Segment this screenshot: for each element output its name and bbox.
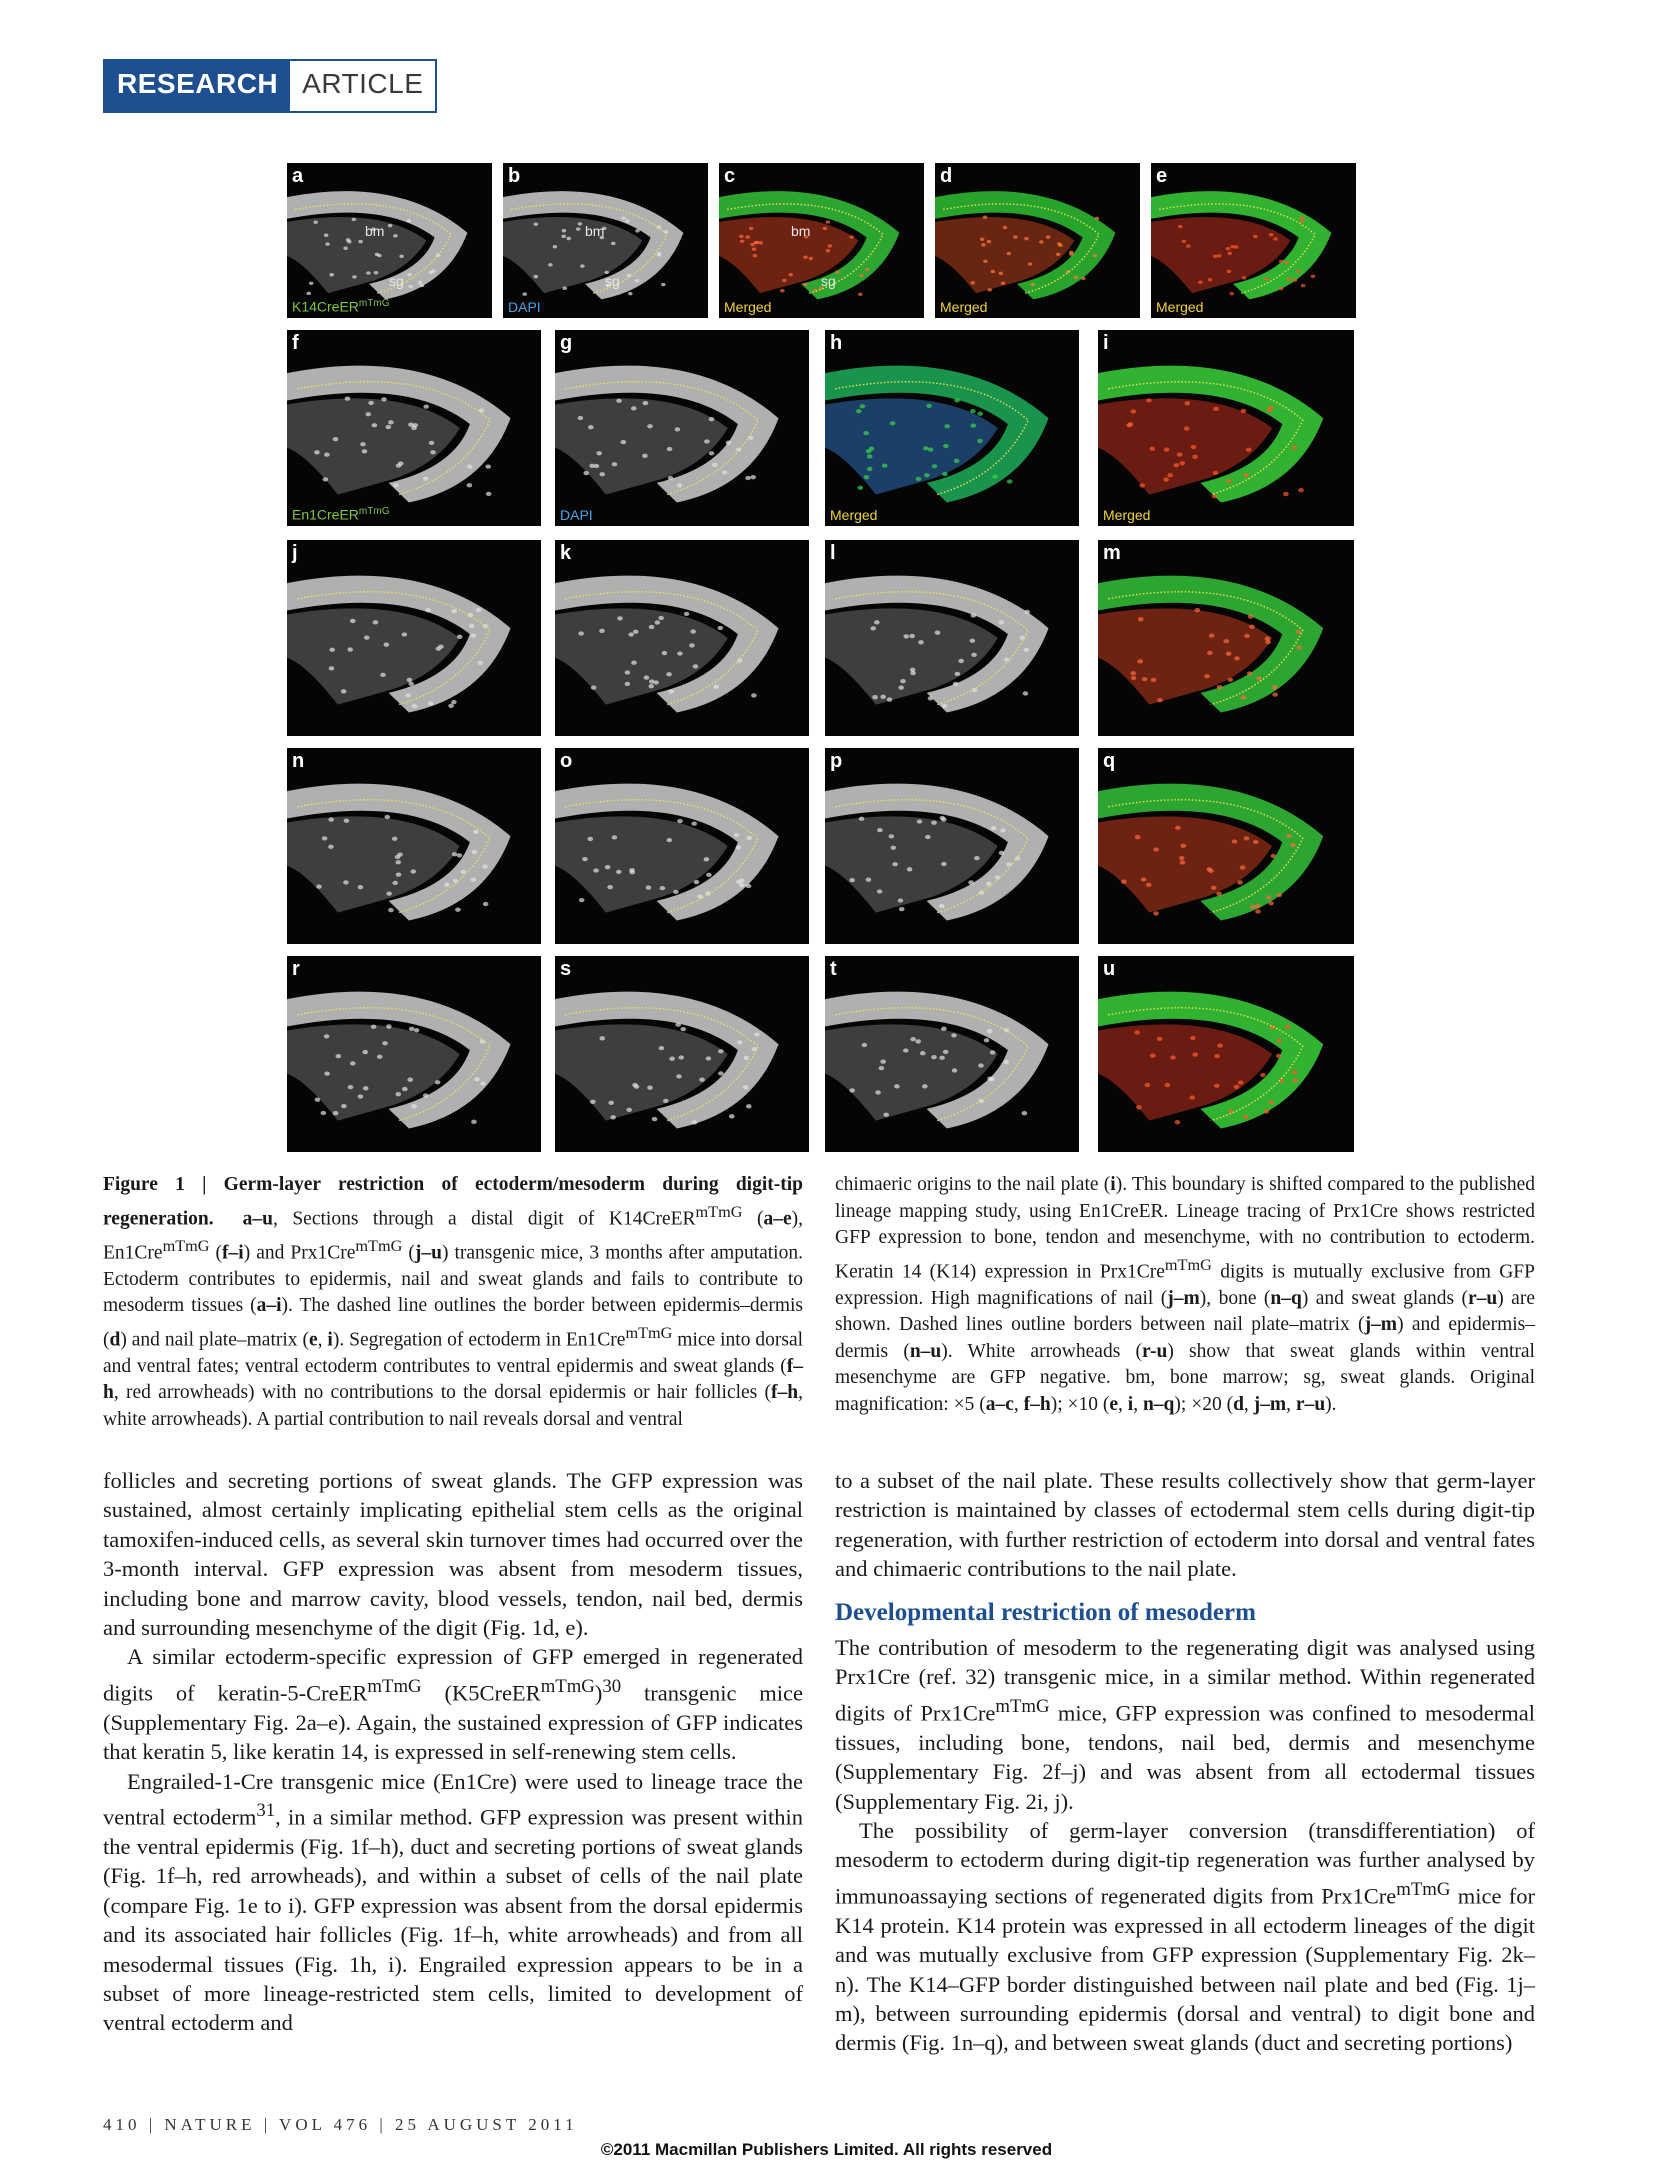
panel-letter: h xyxy=(830,332,843,354)
panel-channel-label: Merged xyxy=(724,299,772,315)
panel-letter: a xyxy=(292,165,304,187)
tissue-label: bm xyxy=(365,223,385,239)
body-paragraph: Engrailed-1-Cre transgenic mice (En1Cre) were used to lineage trace the ventral ectoderm$^{31}$, in a similar method. GFP expression was present within the ventral epidermis (Fig. 1f–h), duct and secreting portions of sweat glands (Fig. 1f–h, red arrowheads), and within a subset of cells of the nail plate (compare Fig. 1e to i). GFP expression was absent from the dorsal epidermis and its associated hair follicles (Fig. 1f–h, white arrowheads) and from all mesodermal tissues (Fig. 1h, i). Engrailed expression appears to be in a subset of more lineage-restricted stem cells, limited to development of ventral ectoderm and xyxy=(103,1768,803,2036)
figure-panel-i xyxy=(1098,330,1354,526)
figure-caption-left: Figure 1 | Germ-layer restriction of ectoderm/mesoderm during digit-tip regeneration. a–u, Sections through a distal digit of K14CreER$^{mTmG}$ (a–e), En1Cre$^{mTmG}$ (f–i) and Prx1Cre$^{mTmG}$ (j–u) transgenic mice, 3 months after amputation. Ectoderm contributes to epidermis, nail and sweat glands and fails to contribute to mesoderm tissues (a–i). The dashed line outlines the border between epidermis–dermis (d) and nail plate–matrix (e, i). Segregation of ectoderm in En1Cre$^{mTmG}$ mice into dorsal and ventral fates; ventral ectoderm contributes to ventral epidermis and sweat glands (f–h, red arrowheads) with no contributions to the dorsal epidermis or hair follicles (f–h, white arrowheads). A partial contribution to nail reveals dorsal and ventral xyxy=(103,1174,804,1430)
figure-panel-p xyxy=(825,748,1079,944)
figure-panel-k xyxy=(555,540,809,736)
panel-letter: e xyxy=(1156,165,1168,187)
body-paragraph: The contribution of mesoderm to the regenerating digit was analysed using Prx1Cre (ref. 32) transgenic mice, in a similar method. Within regenerated digits of Prx1Cre$^{mTmG}$ mice, GFP expression was confined to mesodermal tissues, including bone, tendons, nail bed, dermis and mesenchyme (Supplementary Fig. 2f–j) and was absent from all ectodermal tissues (Supplementary Fig. 2i, j). xyxy=(835,1635,1535,1814)
research-article-badge xyxy=(103,59,437,113)
figure-panel-e xyxy=(1151,163,1356,318)
figure-panel-u xyxy=(1098,956,1354,1152)
research-label: RESEARCH xyxy=(105,61,290,111)
figure-panel-c xyxy=(719,163,924,318)
panel-letter: o xyxy=(560,750,573,772)
tissue-label: sg xyxy=(821,273,836,289)
page-footer: 410 | NATURE | VOL 476 | 25 AUGUST 2011 xyxy=(103,2115,578,2134)
panel-channel-label: Merged xyxy=(1156,299,1204,315)
copyright-notice: ©2011 Macmillan Publishers Limited. All rights reserved xyxy=(600,2140,1053,2159)
figure-caption-right: chimaeric origins to the nail plate (i). This boundary is shifted compared to the published lineage mapping study, using En1CreER. Lineage tracing of Prx1Cre shows restricted GFP expression to bone, tendon and mesenchyme, with no contribution to ectoderm. Keratin 14 (K14) expression in Prx1Cre$^{mTmG}$ digits is mutually exclusive from GFP expression. High magnifications of nail (j–m), bone (n–q) and sweat glands (r–u) are shown. Dashed lines outline borders between nail plate–matrix (j–m) and epidermis–dermis (n–u). White arrowheads (r-u) show that sweat glands within ventral mesenchyme are GFP negative. bm, bone marrow; sg, sweat glands. Original magnification: ×5 (a–c, f–h); ×10 (e, i, n–q); ×20 (d, j–m, r–u). xyxy=(835,1174,1536,1415)
body-column-right xyxy=(835,1466,1535,2058)
body-paragraph: The possibility of germ-layer conversion (transdifferentiation) of mesoderm to ectoderm during digit-tip regeneration was further analysed by immunoassaying sections of regenerated digits from Prx1Cre$^{mTmG}$ mice for K14 protein. K14 protein was expressed in all ectoderm lineages of the digit and was mutually exclusive from GFP expression (Supplementary Fig. 2k–n). The K14–GFP border distinguished between nail plate and bed (Fig. 1j–m), between surrounding epidermis (dorsal and ventral) to digit bone and dermis (Fig. 1n–q), and between sweat glands (duct and secreting portions) xyxy=(835,1817,1535,2056)
panel-letter: l xyxy=(830,542,836,564)
panel-letter: b xyxy=(508,165,521,187)
figure-panel-a xyxy=(287,163,492,318)
panel-letter: r xyxy=(292,958,300,980)
body-paragraph: follicles and secreting portions of sweat glands. The GFP expression was sustained, almost certainly implicating epithelial stem cells as the original tamoxifen-induced cells, as several skin turnover times had occurred over the 3-month interval. GFP expression was absent from mesoderm tissues, including bone and marrow cavity, blood vessels, tendon, nail bed, dermis and surrounding mesenchyme of the digit (Fig. 1d, e). xyxy=(103,1468,803,1641)
figure-panel-n xyxy=(287,748,541,944)
panel-letter: c xyxy=(724,165,736,187)
figure-panel-b xyxy=(503,163,708,318)
body-column-left xyxy=(103,1466,803,2038)
panel-letter: i xyxy=(1103,332,1109,354)
tissue-label: sg xyxy=(605,273,620,289)
panel-letter: p xyxy=(830,750,843,772)
figure-panel-l xyxy=(825,540,1079,736)
panel-letter: u xyxy=(1103,958,1116,980)
panel-letter: d xyxy=(940,165,953,187)
figure-panel-r xyxy=(287,956,541,1152)
panel-letter: q xyxy=(1103,750,1116,772)
section-heading: Developmental restriction of mesoderm xyxy=(835,1598,1256,1626)
figure-panel-f xyxy=(287,330,541,526)
panel-letter: n xyxy=(292,750,305,772)
panel-channel-label: K14CreER$^{mTmG}$ xyxy=(292,298,390,315)
figure-panel-j xyxy=(287,540,541,736)
panel-letter: f xyxy=(292,332,299,354)
body-paragraph: to a subset of the nail plate. These results collectively show that germ-layer restriction is maintained by classes of ectodermal stem cells during digit-tip regeneration, with further restriction of ectoderm into dorsal and ventral fates and chimaeric contributions to the nail plate. xyxy=(835,1468,1535,1582)
figure-panel-t xyxy=(825,956,1079,1152)
figure-panel-s xyxy=(555,956,809,1152)
panel-letter: k xyxy=(560,542,572,564)
panel-channel-label: En1CreER$^{mTmG}$ xyxy=(292,506,390,523)
figure-panel-m xyxy=(1098,540,1354,736)
panel-channel-label: Merged xyxy=(1103,507,1151,523)
figure-panel-o xyxy=(555,748,809,944)
tissue-label: bm xyxy=(791,223,811,239)
panel-letter: j xyxy=(292,542,298,564)
figure-panel-d xyxy=(935,163,1140,318)
panel-channel-label: DAPI xyxy=(560,507,593,523)
panel-channel-label: DAPI xyxy=(508,299,541,315)
figure-panel-h xyxy=(825,330,1079,526)
panel-letter: s xyxy=(560,958,572,980)
figure-panel-g xyxy=(555,330,809,526)
article-label: ARTICLE xyxy=(290,61,435,111)
panel-channel-label: Merged xyxy=(830,507,878,523)
figure-panel-q xyxy=(1098,748,1354,944)
tissue-label: bm xyxy=(585,223,605,239)
panel-letter: t xyxy=(830,958,837,980)
body-paragraph: A similar ectoderm-specific expression of GFP emerged in regenerated digits of keratin-5-CreER$^{mTmG}$ (K5CreER$^{mTmG}$)$^{30}$ transgenic mice (Supplementary Fig. 2a–e). Again, the sustained expression of GFP indicates that keratin 5, like keratin 14, is expressed in self-renewing stem cells. xyxy=(103,1644,804,1765)
panel-letter: g xyxy=(560,332,573,354)
panel-channel-label: Merged xyxy=(940,299,988,315)
panel-letter: m xyxy=(1103,542,1121,564)
tissue-label: sg xyxy=(389,273,404,289)
